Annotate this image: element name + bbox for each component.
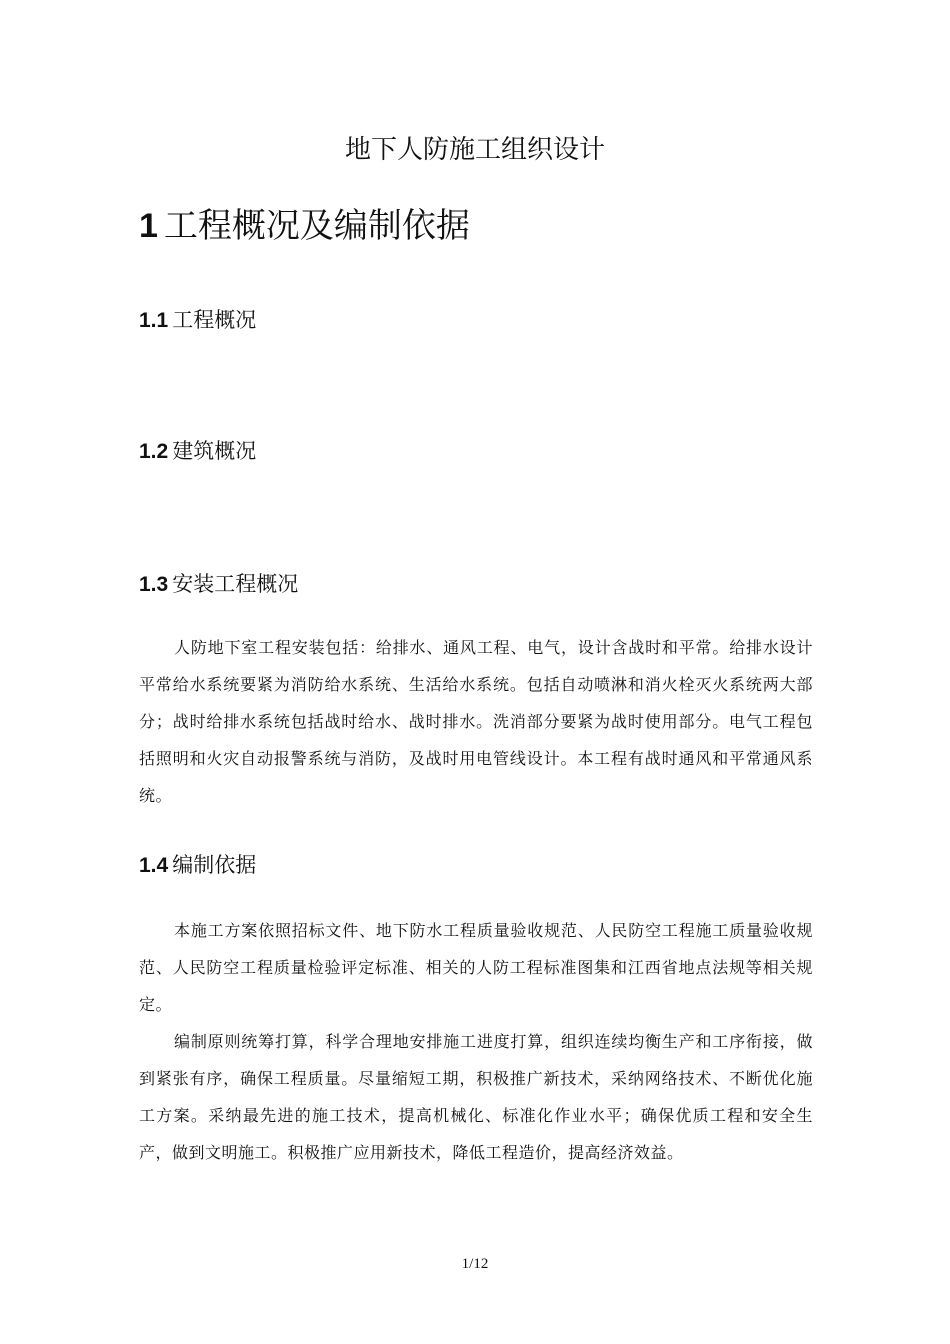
section-title: 工程概况	[172, 308, 257, 332]
section-heading-1-3	[139, 570, 298, 599]
section-number: 1.4	[139, 854, 169, 877]
section-heading-1-1	[139, 306, 256, 335]
chapter-number: 1	[139, 207, 158, 245]
section-heading-1-4	[139, 851, 256, 880]
chapter-heading	[139, 203, 470, 249]
section-title: 安装工程概况	[172, 572, 299, 596]
section-number: 1.3	[139, 573, 169, 596]
section-title: 编制依据	[172, 853, 257, 877]
paragraph-basis: 本施工方案依照招标文件、地下防水工程质量验收规范、人民防空工程施工质量验收规范、人民防空工程质量检验评定标准、相关的人防工程标准图集和江西省地点法规等相关规定。	[139, 921, 813, 1014]
section-number: 1.1	[139, 309, 169, 332]
section-heading-1-2	[139, 437, 256, 466]
paragraph-principles: 编制原则统筹打算，科学合理地安排施工进度打算，组织连续均衡生产和工序衔接，做到紧张有序，确保工程质量。尽量缩短工期，积极推广新技术，采纳网络技术、不断优化施工方案。采纳最先进的施工技术，提高机械化、标准化作业水平；确保优质工程和安全生产，做到文明施工。积极推广应用新技术，降低工程造价，提高经济效益。	[139, 1032, 813, 1162]
chapter-title: 工程概况及编制依据	[163, 206, 470, 246]
page-number: 1/12	[461, 1256, 489, 1272]
section-number: 1.2	[139, 440, 169, 463]
page-title: 地下人防施工组织设计	[344, 135, 605, 165]
section-title: 建筑概况	[172, 439, 257, 463]
paragraph-installation-overview: 人防地下室工程安装包括：给排水、通风工程、电气，设计含战时和平常。给排水设计平常给水系统要紧为消防给水系统、生活给水系统。包括自动喷淋和消火栓灭火系统两大部分；战时给排水系统包括战时给水、战时排水。洗消部分要紧为战时使用部分。电气工程包括照明和火灾自动报警系统与消防，及战时用电管线设计。本工程有战时通风和平常通风系统。	[139, 638, 813, 805]
